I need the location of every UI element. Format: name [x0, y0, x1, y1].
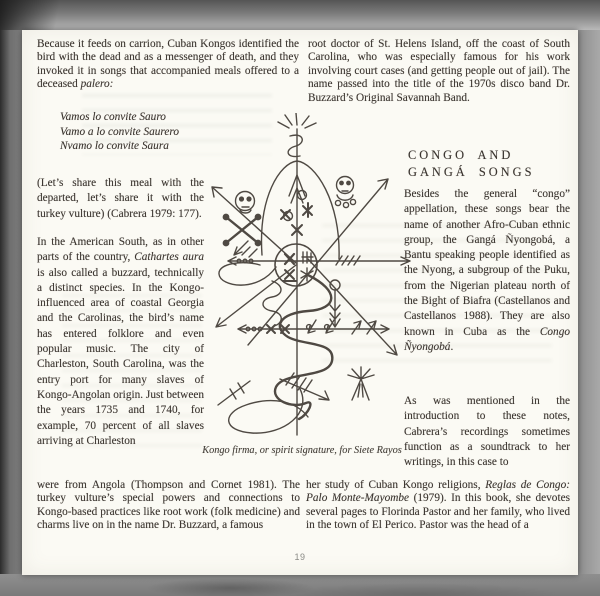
right-paragraph-4	[306, 479, 570, 533]
page-number: 19	[294, 552, 306, 562]
verse-line: Vamos lo convite Sauro	[60, 111, 166, 123]
skull-left-icon	[236, 192, 255, 214]
book-page	[22, 30, 578, 575]
verse-line: Vamo a lo convite Saurero	[60, 125, 180, 138]
right-paragraph-3: As was mentioned in the introduction to these notes, Cabrera’s recordings sometimes function as a soundtrack to her writings, in this case to	[404, 395, 570, 469]
feathered-arrow-icon	[280, 373, 329, 400]
left-paragraph-3	[37, 235, 204, 449]
loop-under-circle	[219, 263, 276, 285]
skull-right-icon	[335, 177, 355, 208]
figure-caption: Kongo firma, or spirit signature, for Siete Rayos	[202, 445, 402, 456]
text-segment: Besides the general “congo” appellation, these songs bear the name of another Afro-Cuban ethnic group, the Gangá Ñyongobá, a Bantu speaking people identified as the Nyong, a subgroup of the Puku, from the Nigerian plateau north of the Bight of Biafra (Castellanos and Castellanos 1988). They are also known in Cuba as the	[404, 188, 570, 338]
lasso-loop	[229, 389, 308, 433]
left-paragraph-4: were from Angola (Thompson and Cornet 1981). The turkey vulture’s special powers and connections to Kongo-based practices like root work (folk medicine) and charms live on in the name Dr. Buzzard, a famous	[37, 479, 300, 532]
scan-bottom-margin	[0, 574, 600, 596]
text-segment: her study of Cuban Kongo religions,	[306, 479, 486, 491]
pole-with-ring-icon	[330, 280, 340, 327]
italic-segment: Reglas de Congo: Palo Monte-Mayombe	[306, 479, 570, 505]
italic-segment: Cathartes aura	[134, 251, 204, 264]
text-segment: .	[450, 340, 454, 353]
song-verse	[60, 110, 260, 154]
verse-line: Nvamo lo convite Saura	[60, 140, 169, 153]
text-segment: is also called a buzzard, technically a distinct species. In the Kongo-influenced area of coastal Georgia and the Carolinas, the bird’s name has entered folklore and even popular music. The city of Charleston, South Carolina, was the entry port for many slaves of Kongo-Angolan origin. Just between the years 1735 and 1740, for example, 70 percent of all slaves arriving at Charleston	[37, 266, 204, 447]
crossbones-icon	[224, 215, 260, 245]
right-paragraph-2	[404, 187, 570, 355]
text-segment: In the American South, as in other parts of the country,	[37, 236, 204, 264]
left-paragraph-2: (Let’s share this meal with the departed, let’s share it with the turkey vulture) (Cabrera 1979: 177).	[37, 177, 204, 220]
hash-arrow-icon	[234, 241, 257, 257]
arrow-upper-right	[248, 179, 388, 345]
s-curl	[288, 135, 302, 156]
firma-diagram	[188, 113, 418, 443]
text-segment: Because it feeds on carrion, Cuban Kongos identified the bird with the dead and as a messenger of death, and they invoked it in songs that accompanied meals offered to a deceased	[37, 38, 299, 91]
arrow-lower-right	[308, 259, 397, 355]
section-heading	[408, 147, 534, 181]
right-paragraph-1: root doctor of St. Helens Island, off the coast of South Carolina, who was especially famous for his work involving court cases (and getting people out of jail). The name passed into the title of the 1970s disco band Dr. Buzzard’s Original Savannah Band.	[308, 38, 570, 104]
rays-burst-icon	[278, 113, 316, 128]
heading-line: CONGO AND	[408, 148, 514, 162]
burst-triangle-icon	[348, 367, 374, 400]
left-paragraph-1	[37, 38, 299, 92]
crossed-hash-icon	[218, 381, 250, 405]
italic-segment: palero:	[80, 78, 114, 91]
heading-line: GANGÁ SONGS	[408, 165, 535, 179]
italic-segment: Congo Ñyongobá	[404, 325, 570, 353]
text-segment: (1979). In this book, she devotes several pages to Florinda Pastor and her family, who lived in the town of El Perico. Pastor was the head of a	[306, 492, 571, 532]
scan-top-margin	[0, 0, 600, 30]
